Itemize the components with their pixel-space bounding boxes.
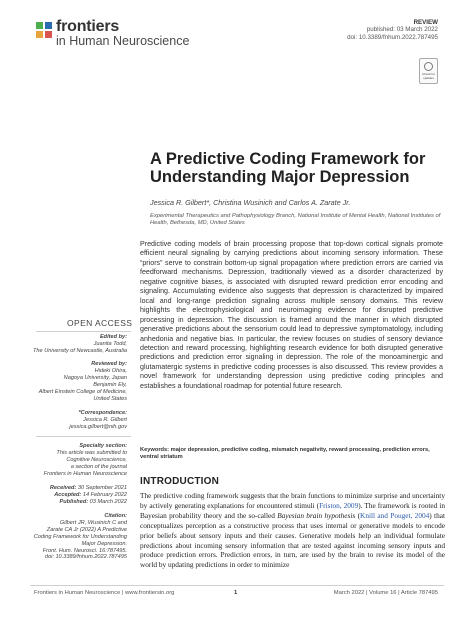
citation-line: Coding Framework for Understanding [33, 533, 127, 540]
specialty-section-block [44, 443, 127, 478]
keywords-text: major depression, predictive coding, mismatch negativity, reward processing, prediction errors, ventral striatum [140, 447, 430, 461]
reviewer-line: Hideki Ohira, [94, 367, 127, 374]
citation-line: Gilbert JR, Wusinich C and [59, 519, 127, 526]
dates-block [50, 485, 127, 506]
reviewer-line: Albert Einstein College of Medicine, [38, 388, 127, 395]
open-access-label: OPEN ACCESS [67, 318, 133, 328]
specialty-line: This article was submitted to [56, 449, 127, 456]
edited-by-label: Edited by: [99, 334, 127, 340]
specialty-label: Specialty section: [79, 443, 127, 449]
citation-line: Zarate CA Jr (2022) A Predictive [46, 526, 127, 533]
received-label: Received: [49, 485, 77, 491]
correspondence-email[interactable]: jessica.gilbert@nih.gov [69, 423, 127, 430]
check-for-updates-button[interactable] [419, 58, 438, 84]
reviewed-by-label: Reviewed by: [91, 361, 127, 367]
accepted-date: 14 February 2022 [82, 491, 127, 498]
correspondence-label: *Correspondence: [78, 410, 127, 416]
edited-by-block [33, 334, 127, 355]
journal-name: in Human Neuroscience [56, 34, 190, 48]
reviewer-line: Nagoya University, Japan [63, 374, 127, 381]
published-date-side: 03 March 2022 [89, 498, 127, 505]
page-number: 1 [234, 590, 238, 596]
specialty-line: a section of the journal [70, 463, 127, 470]
sidebar-divider [36, 331, 131, 332]
article-doi[interactable]: doi: 10.3389/fnhum.2022.787495 [347, 33, 438, 41]
specialty-line: Frontiers in Human Neuroscience [43, 470, 127, 477]
citation-block [34, 513, 127, 561]
intro-text: The predictive coding framework suggests that the brain functions to minimize surprise and uncertainty by actively generating explanations for encountered stimuli ( [140, 491, 445, 510]
citation-link[interactable]: Knill and Pouget, 2004 [360, 510, 430, 520]
author-list: Jessica R. Gilbert*, Christina Wusinich and Carlos A. Zarate Jr. [150, 198, 351, 207]
check-updates-label: Check for updates [422, 72, 435, 80]
editor-name: Juanita Todd, [93, 340, 127, 347]
published-date: published: 03 March 2022 [366, 26, 438, 34]
article-title: A Predictive Coding Framework for Understanding Major Depression [150, 150, 426, 186]
abstract: Predictive coding models of brain processing propose that top-down cortical signals promote efficient neural signaling by carrying predictions about incoming sensory information. These “priors” serve to constrain bottom-up signal propagation where prediction errors are carried via feedforward mechanisms. Depression, traditionally viewed as a disorder characterized by negative cognitive biases, is associated with disrupted reward prediction error encoding and signaling. Accumulating evidence also suggests that depression is characterized by impaired local and long-range prediction signaling across multiple sensory domains. This review highlights the electrophysiological and neuroimaging evidence for disrupted predictive processing in depression. The discussion is framed around the manner in which disrupted generative predictions about the sensorium could lead to depressive symptomatology, including anhedonia and negative bias. In particular, the review focuses on studies of sensory deviance detection and reward processing, highlighting research evidence for both disrupted generative predictions and prediction error signaling in depression. The role of the monoaminergic and glutamatergic systems in predictive coding processes is also discussed. This review provides a novel framework for understanding depression using predictive coding principles and establishes a foundational roadmap for potential future research. [140, 240, 443, 390]
article-type: REVIEW [413, 19, 438, 26]
check-updates-icon [424, 62, 433, 71]
correspondence-block [69, 410, 127, 431]
reviewed-by-block [39, 361, 127, 402]
intro-emphasis: Bayesian brain hypothesis [277, 510, 356, 520]
reviewer-line: Benjamin Ely, [93, 381, 127, 388]
keywords-label: Keywords: [140, 447, 170, 453]
specialty-line: Cognitive Neuroscience, [66, 456, 127, 463]
footer-divider [30, 585, 444, 586]
citation-line: Major Depression. [81, 540, 127, 547]
citation-link[interactable]: Friston, 2009 [319, 500, 359, 510]
citation-label: Citation: [104, 513, 127, 519]
correspondence-name: Jessica R. Gilbert [83, 416, 127, 423]
reviewer-line: United States [93, 395, 127, 402]
editor-affiliation: The University of Newcastle, Australia [33, 347, 127, 354]
citation-doi[interactable]: doi: 10.3389/fnhum.2022.787495 [44, 554, 127, 561]
keywords [140, 447, 445, 461]
introduction-paragraph [140, 491, 445, 570]
frontiers-logo-icon [36, 22, 52, 38]
accepted-label: Accepted: [54, 491, 82, 498]
intro-text: ) that conceptualizes perception as a constructive process that uses internal or generative models to encode prior beliefs about sensory inputs and their causes. Generative models help an individual formulate predictions about incoming sensory information that are tested against incoming sensory inputs and produce prediction errors. Prediction errors, in turn, are used by the brain to revise its model of the world by updating predictions in order to minimize [140, 510, 445, 570]
section-heading-introduction: INTRODUCTION [140, 476, 220, 487]
affiliation: Experimental Therapeutics and Pathophysiology Branch, National Institute of Mental Health, National Institutes of Health, Bethesda, MD, United States [150, 213, 441, 227]
intro-text: ( [355, 510, 361, 520]
citation-line: Front. Hum. Neurosci. 16:787495. [42, 547, 127, 554]
footer-journal-link[interactable]: Frontiers in Human Neuroscience | www.frontiersin.org [34, 590, 175, 596]
journal-brand: frontiers [56, 18, 120, 35]
received-date: 30 September 2021 [77, 485, 127, 491]
published-label: Published: [59, 498, 89, 505]
intro-text: ). The framework is rooted in Bayesian probability theory and the so-called [140, 500, 446, 520]
sidebar-divider [36, 436, 131, 437]
article-meta [347, 19, 438, 41]
footer-volume-info: March 2022 | Volume 16 | Article 787495 [333, 590, 438, 596]
